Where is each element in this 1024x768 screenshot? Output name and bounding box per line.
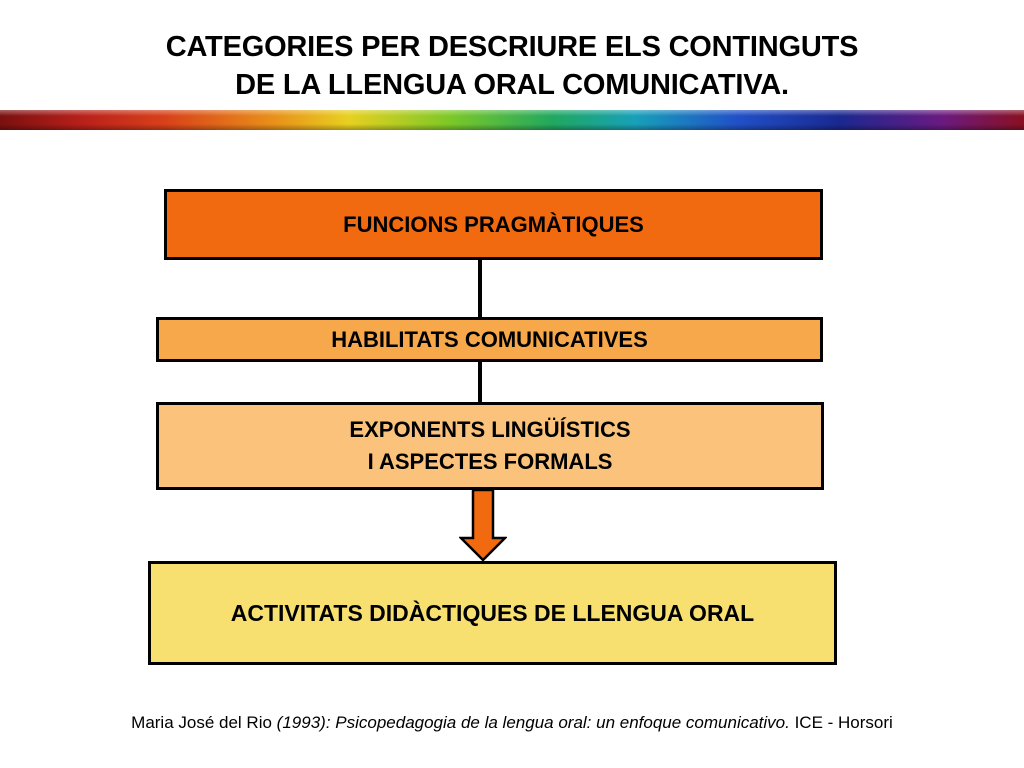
box-activitats-didactiques	[148, 561, 837, 665]
rainbow-divider-bar	[0, 110, 1024, 130]
connector-line-2	[478, 362, 482, 402]
title-line-2: DE LA LLENGUA ORAL COMUNICATIVA.	[235, 69, 789, 101]
box-activitats-label: ACTIVITATS DIDÀCTIQUES DE LLENGUA ORAL	[230, 599, 755, 626]
down-arrow-icon	[459, 490, 507, 562]
box-exponents-linguistics	[156, 402, 824, 490]
citation-author: Maria José del Rio	[131, 713, 277, 732]
box-exponents-label-line-1: EXPONENTS LINGÜÍSTICS	[349, 417, 631, 442]
connector-line-1	[478, 260, 482, 317]
citation-publisher: ICE - Horsori	[789, 713, 893, 732]
box-funcions-label: FUNCIONS PRAGMÀTIQUES	[343, 211, 644, 237]
box-habilitats-label: HABILITATS COMUNICATIVES	[331, 326, 648, 352]
box-exponents-label-line-2: I ASPECTES FORMALS	[367, 449, 613, 474]
box-funcions-pragmatiques	[164, 189, 823, 260]
citation-title: (1993): Psicopedagogia de la lengua oral: un enfoque comunicativo.	[276, 713, 790, 732]
box-habilitats-comunicatives	[156, 317, 823, 362]
page-title	[0, 28, 1024, 104]
citation	[0, 713, 1024, 733]
title-line-1: CATEGORIES PER DESCRIURE ELS CONTINGUTS	[165, 31, 859, 63]
